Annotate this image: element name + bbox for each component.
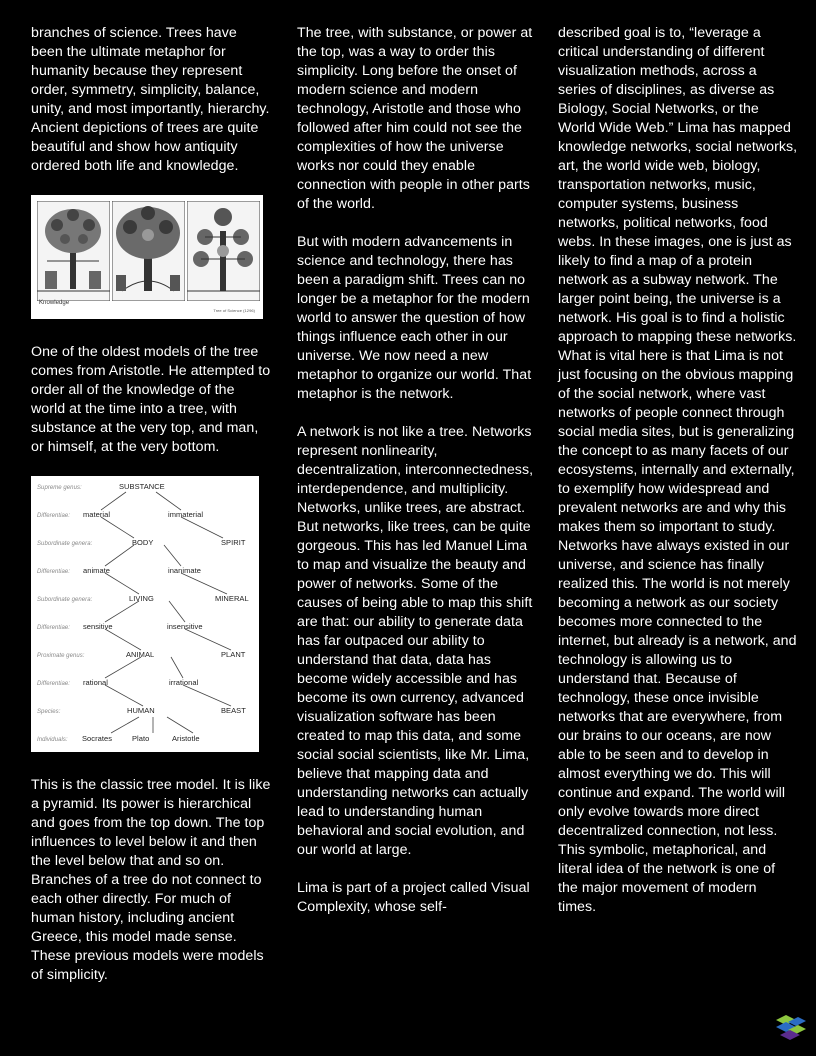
paragraph: branches of science. Trees have been the ultimate metaphor for humanity because they represent order, symmetry, simplicity, balance, unity, and most importantly, hierarchy. Ancient depictions of trees are quite beautiful and show how antiquity ordered both life and knowledge. [31,25,270,174]
level-label: Differentiae: [37,513,70,519]
tree-engraving-icon [112,201,185,301]
level-label: Proximate genus: [37,653,85,659]
column-3 [558,24,798,936]
tree-node: irrational [169,678,199,687]
tree-engraving-icon [187,201,260,301]
tree-node: rational [83,678,108,687]
level-label: Individuals: [37,737,68,743]
paragraph: A network is not like a tree. Networks represent nonlinearity, decentralization, interconnectedness, interdependence, and multiplicity. Networks, unlike trees, are abstract. But networks, like trees, can be quite gorgeous. This has led Manuel Lima to map and visualize the beauty and power of networks. Some of the causes of being able to map this shift are that: our ability to generate data has far outpaced our ability to understand that data, data has become widely accessible and has become its own currency, advanced visualization software has been created to map this data, and some social social scientists, like Mr. Lima, believe that mapping data and understanding networks can actually lead to understanding human behavioral and social evolution, and our world at large. [297,424,534,858]
tree-node: material [83,510,111,519]
tree-node: Aristotle [172,734,200,743]
tree-node-root: SUBSTANCE [119,482,165,491]
ancient-trees-figure [31,195,263,319]
layered-cube-logo-icon [772,1012,808,1042]
paragraph: This is the classic tree model. It is like a pyramid. Its power is hierarchical and goes from the top down. The top influences to level below it and then the level below that and so on. Branches of a tree do not connect to each other directly. For much of human history, including ancient Greece, this model made sense. These previous models were models of simplicity. [31,777,271,983]
tree-node: HUMAN [127,706,155,715]
level-label: Differentiae: [37,625,70,631]
tree-node: immaterial [168,510,204,519]
tree-node: BEAST [221,706,246,715]
tree-node: animate [83,566,111,575]
tree-node: sensitive [83,622,113,631]
tree-engraving-icon [37,201,110,301]
paragraph: But with modern advancements in science and technology, there has been a paradigm shift. Trees can no longer be a metaphor for the modern world to answer the question of how things influence each other in our universe. We now need a new metaphor to organize our world. That metaphor is the network. [297,234,532,402]
paragraph: The tree, with substance, or power at the top, was a way to order this simplicity. Long before the onset of modern science and modern technology, Aristotle and those who followed after him could not see the complexities of how the universe works nor could they enable connection with people in other parts of the world. [297,25,533,212]
paragraph: described goal is to, “leverage a critical understanding of different visualization methods, across a series of disciplines, as diverse as Biology, Social Networks, or the World Wide Web.” Lima has mapped knowledge networks, social networks, art, the world wide web, biology, transportation networks, music, computer systems, business networks, political networks, food webs. In these images, one is just as likely to find a map of a protein network as a subway network. The larger point being, the universe is a network. His goal is to find a holistic approach to mapping these networks. What is vital here is that Lima is not just focusing on the obvious mapping of the social network, where vast networks of people connect through social media sites, but is generalizing the concept to as many facets of our ecosystems, internally and externally, to exemplify how widespread and prevalent networks are and why this makes them so important to study. Networks have always existed in our universe, and science has finally realized this. The world is not merely becoming a network as our society becomes more connected to the internet, but already is a network, and technology is allowing us to understand that. Because of technology, these once invisible networks that are everywhere, from our brains to our oceans, are now able to be seen and to develop in almost everything we do. This will continue and expand. The world will only evolve towards more direct decentralized connection, not less. This symbolic, metaphorical, and literal idea of the network is one of the major movement of modern times. [558,25,798,915]
tree-node: LIVING [129,594,154,603]
column-1 [31,24,271,1004]
tree-node: PLANT [221,650,246,659]
level-label: Differentiae: [37,569,70,575]
figure-caption: Knowledge [39,300,70,306]
level-label: Subordinate genera: [37,597,93,603]
tree-node: MINERAL [215,594,249,603]
level-label: Differentiae: [37,681,70,687]
level-label: Species: [37,709,61,715]
tree-node: Plato [132,734,150,743]
tree-node: BODY [132,538,154,547]
paragraph: Lima is part of a project called Visual Complexity, whose self- [297,880,530,915]
tree-node: SPIRIT [221,538,246,547]
level-label: Subordinate genera: [37,541,93,547]
tree-node: insensitive [167,622,203,631]
level-label: Supreme genus: [37,485,82,491]
figure-caption-source: Tree of Science (1296) [213,308,255,313]
tree-node: ANIMAL [126,650,155,659]
porphyrian-tree-diagram [31,476,259,752]
paragraph: One of the oldest models of the tree comes from Aristotle. He attempted to order all of the knowledge of the world at the time into a tree, with substance at the very top, and man, or himself, at the very bottom. [31,344,271,455]
column-2 [297,24,537,936]
tree-node: Socrates [82,734,112,743]
tree-node: inanimate [168,566,201,575]
